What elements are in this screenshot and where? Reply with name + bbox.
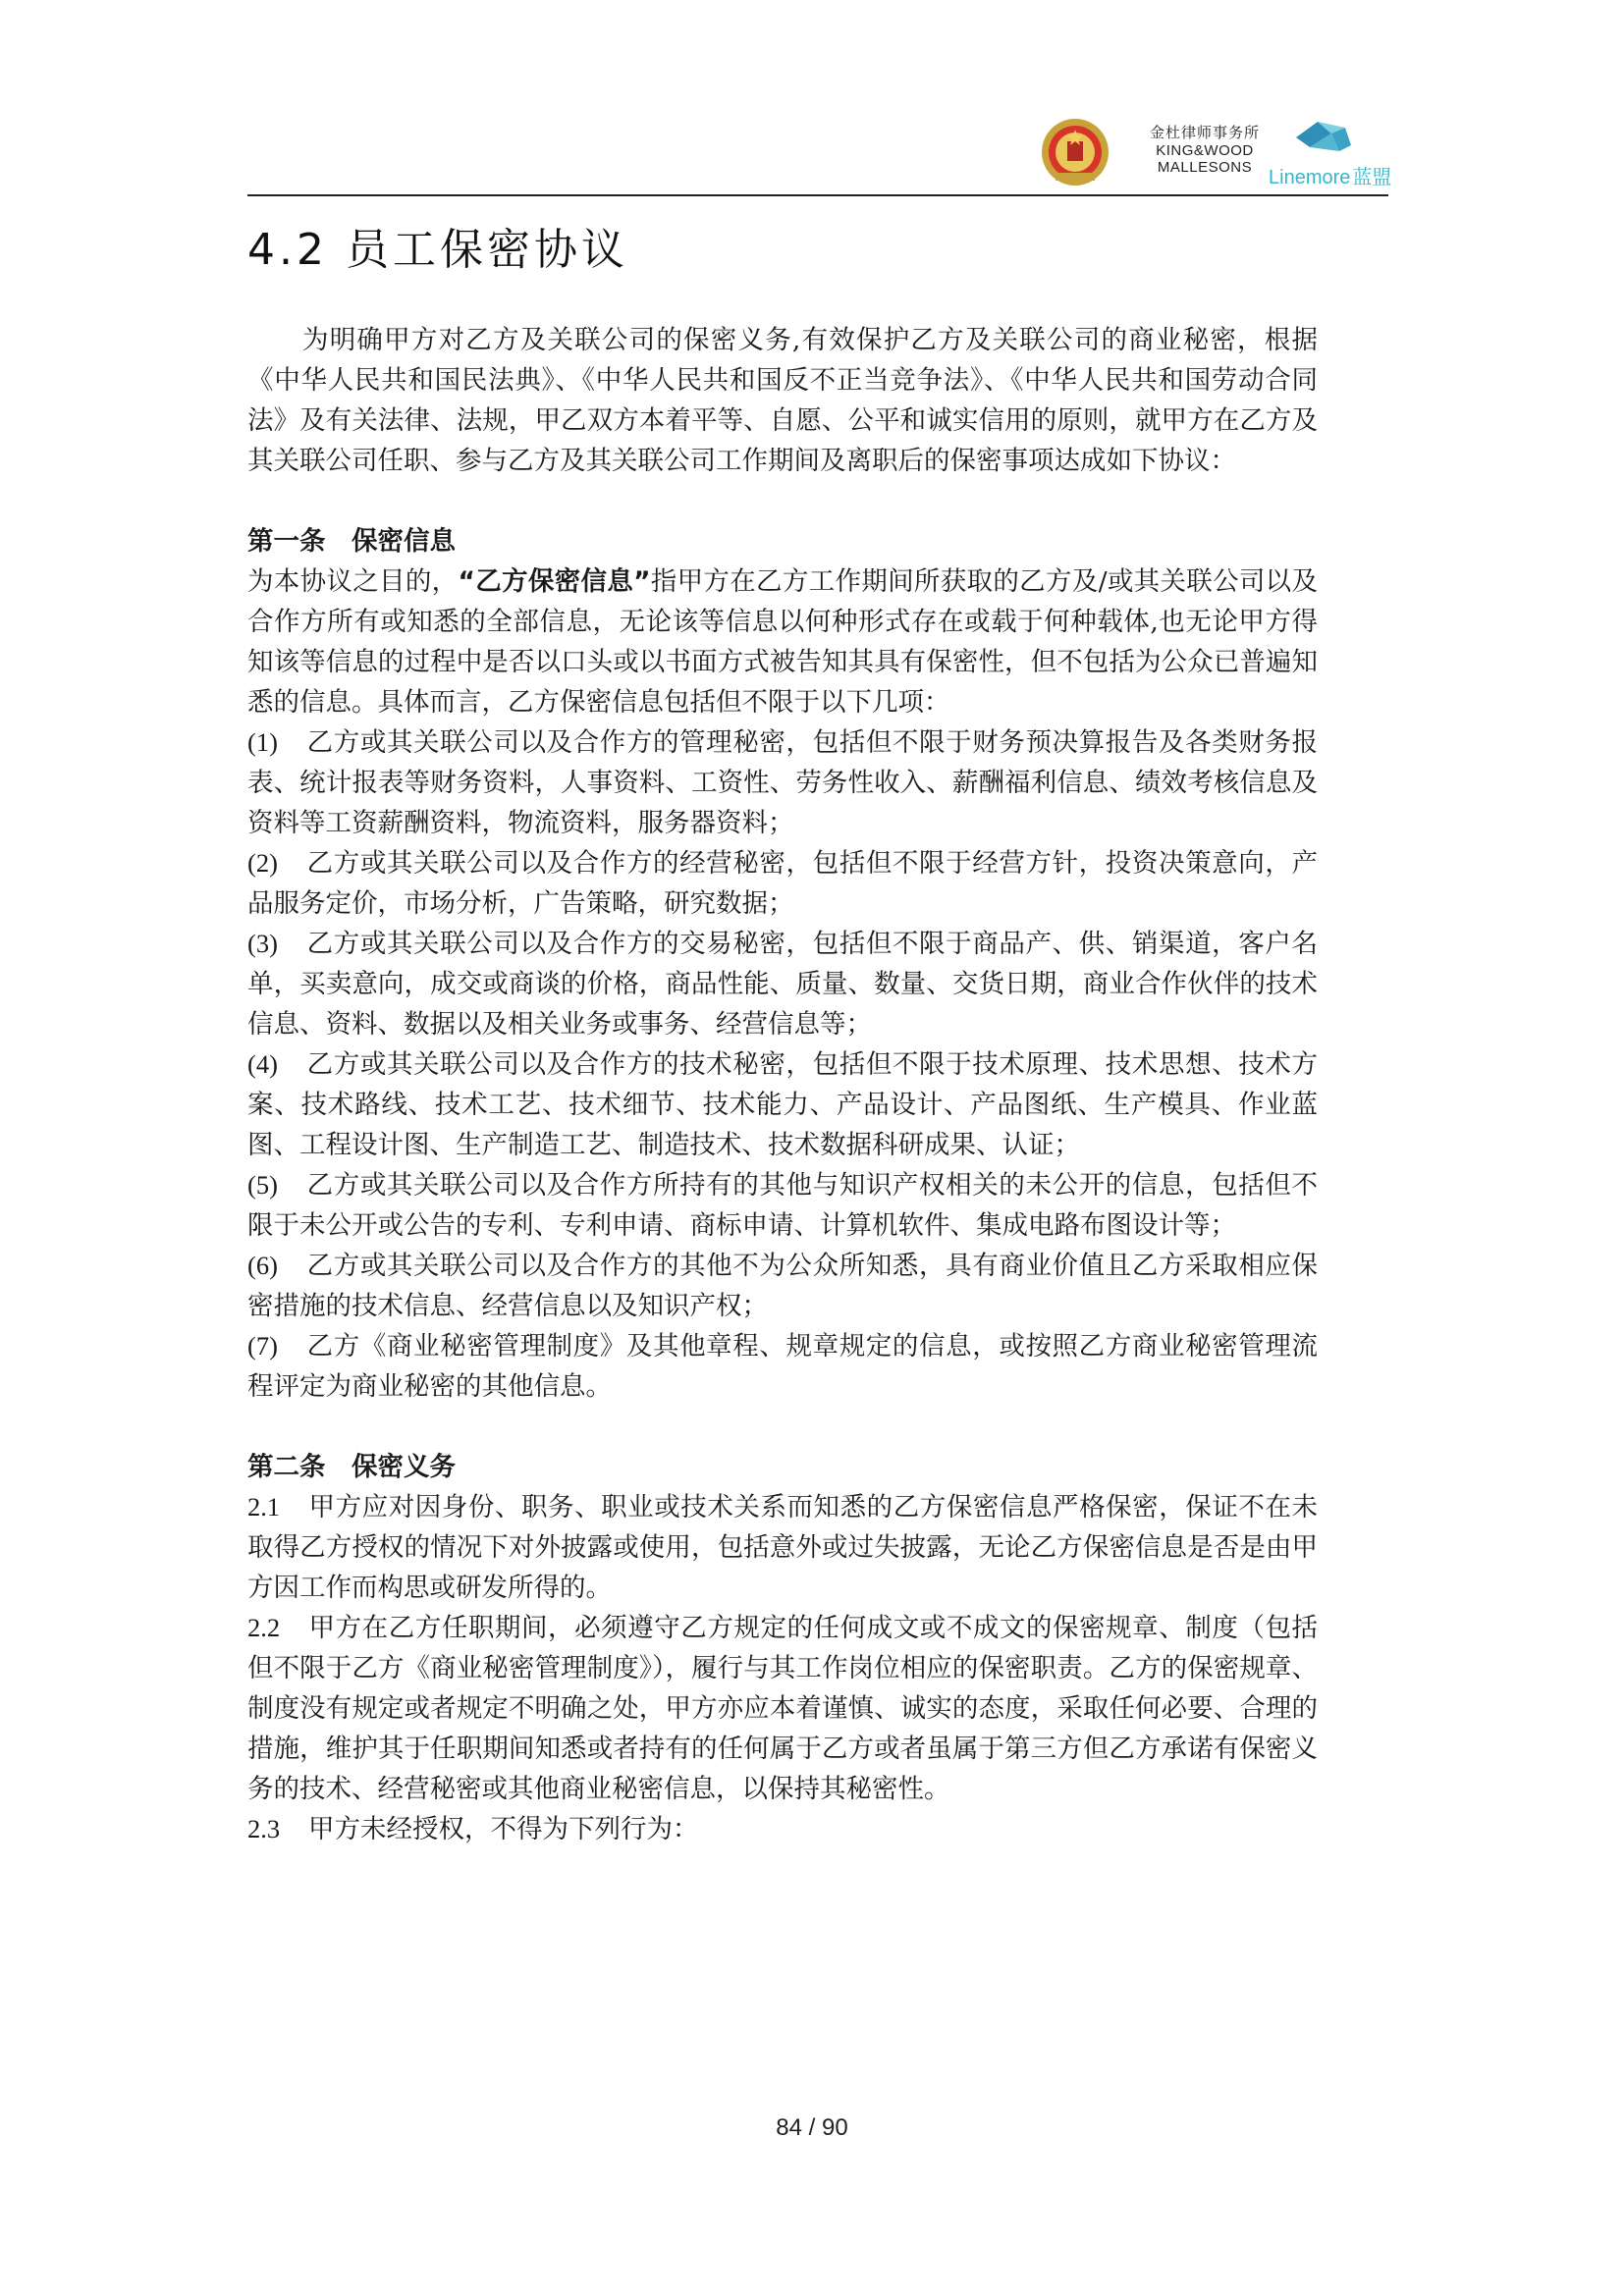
kwm-logo-cn: 金杜律师事务所 [1149, 125, 1260, 141]
article-2-heading: 第二条 保密义务 [247, 1452, 456, 1482]
linemore-logo [1269, 118, 1392, 190]
definition-rest: 指甲方在乙方工作期间所获取的乙方及/或其关联公司以及合作方所有或知悉的全部信息，无论该等信息以何种形式存在或载于何种载体,也无论甲方得知该等信息的过程中是否以口头或以书面方式被告知其具有保密性，但不包括为公众已普遍知悉的信息。具体而言，乙方保密信息包括但不限于以下几项： [247, 566, 1318, 718]
linemore-mark-icon [1288, 118, 1357, 161]
list-item: 2.2 甲方在乙方任职期间，必须遵守乙方规定的任何成文或不成文的保密规章、制度（包括但不限于乙方《商业秘密管理制度》），履行与其工作岗位相应的保密职责。乙方的保密规章、制度没有规定或者规定不明确之处，甲方亦应本着谨慎、诚实的态度，采取任何必要、合理的措施，维护其于任职期间知悉或者持有的任何属于乙方或者虽属于第三方但乙方承诺有保密义务的技术、经营秘密或其他商业秘密信息，以保持其秘密性。 [247, 1613, 1318, 1804]
kwm-logo [1136, 122, 1273, 176]
kwm-logo-en-2: MALLESONS [1157, 159, 1253, 176]
list-item: (1) 乙方或其关联公司以及合作方的管理秘密，包括但不限于财务预决算报告及各类财务报表、统计报表等财务资料，人事资料、工资性、劳务性收入、薪酬福利信息、绩效考核信息及资料等工资薪酬资料，物流资料，服务器资料； [247, 727, 1318, 838]
list-item: (4) 乙方或其关联公司以及合作方的技术秘密，包括但不限于技术原理、技术思想、技术方案、技术路线、技术工艺、技术细节、技术能力、产品设计、产品图纸、生产模具、作业蓝图、工程设计图、生产制造工艺、制造技术、技术数据科研成果、认证； [247, 1049, 1318, 1160]
national-emblem-icon [1038, 116, 1112, 188]
page-title: 4.2 员工保密协议 [247, 225, 628, 275]
page-number: 84 / 90 [776, 2114, 848, 2141]
list-item: (5) 乙方或其关联公司以及合作方所持有的其他与知识产权相关的未公开的信息，包括但不限于未公开或公告的专利、专利申请、商标申请、计算机软件、集成电路布图设计等； [247, 1170, 1318, 1241]
linemore-logo-en: Linemore [1269, 167, 1351, 188]
linemore-logo-cn: 蓝盟 [1352, 167, 1392, 188]
kwm-logo-en-1: KING&WOOD [1156, 142, 1254, 159]
article-1-definition [247, 561, 1318, 722]
intro-paragraph: 为明确甲方对乙方及关联公司的保密义务,有效保护乙方及关联公司的商业秘密，根据《中华人民共和国民法典》、《中华人民共和国反不正当竞争法》、《中华人民共和国劳动合同法》及有关法律、法规，甲乙双方本着平等、自愿、公平和诚实信用的原则，就甲方在乙方及其关联公司任职、参与乙方及其关联公司工作期间及离职后的保密事项达成如下协议： [247, 325, 1318, 476]
list-item: (6) 乙方或其关联公司以及合作方的其他不为公众所知悉，具有商业价值且乙方采取相应保密措施的技术信息、经营信息以及知识产权； [247, 1251, 1318, 1321]
header-divider [247, 194, 1388, 196]
definition-prefix: 为本协议之目的， [247, 566, 459, 597]
list-item: (3) 乙方或其关联公司以及合作方的交易秘密，包括但不限于商品产、供、销渠道，客户名单，买卖意向，成交或商谈的价格，商品性能、质量、数量、交货日期，商业合作伙伴的技术信息、资料、数据以及相关业务或事务、经营信息等； [247, 929, 1318, 1040]
article-1-heading: 第一条 保密信息 [247, 526, 456, 557]
list-item: 2.3 甲方未经授权，不得为下列行为： [247, 1814, 699, 1844]
document-body [247, 320, 1318, 1849]
list-item: (7) 乙方《商业秘密管理制度》及其他章程、规章规定的信息，或按照乙方商业秘密管理流程评定为商业秘密的其他信息。 [247, 1331, 1318, 1402]
list-item: 2.1 甲方应对因身份、职务、职业或技术关系而知悉的乙方保密信息严格保密，保证不在未取得乙方授权的情况下对外披露或使用，包括意外或过失披露，无论乙方保密信息是否是由甲方因工作而构思或研发所得的。 [247, 1492, 1318, 1603]
list-item: (2) 乙方或其关联公司以及合作方的经营秘密，包括但不限于经营方针，投资决策意向，产品服务定价，市场分析，广告策略，研究数据； [247, 848, 1318, 919]
definition-term: “乙方保密信息” [458, 566, 651, 597]
page-header [247, 108, 1392, 196]
